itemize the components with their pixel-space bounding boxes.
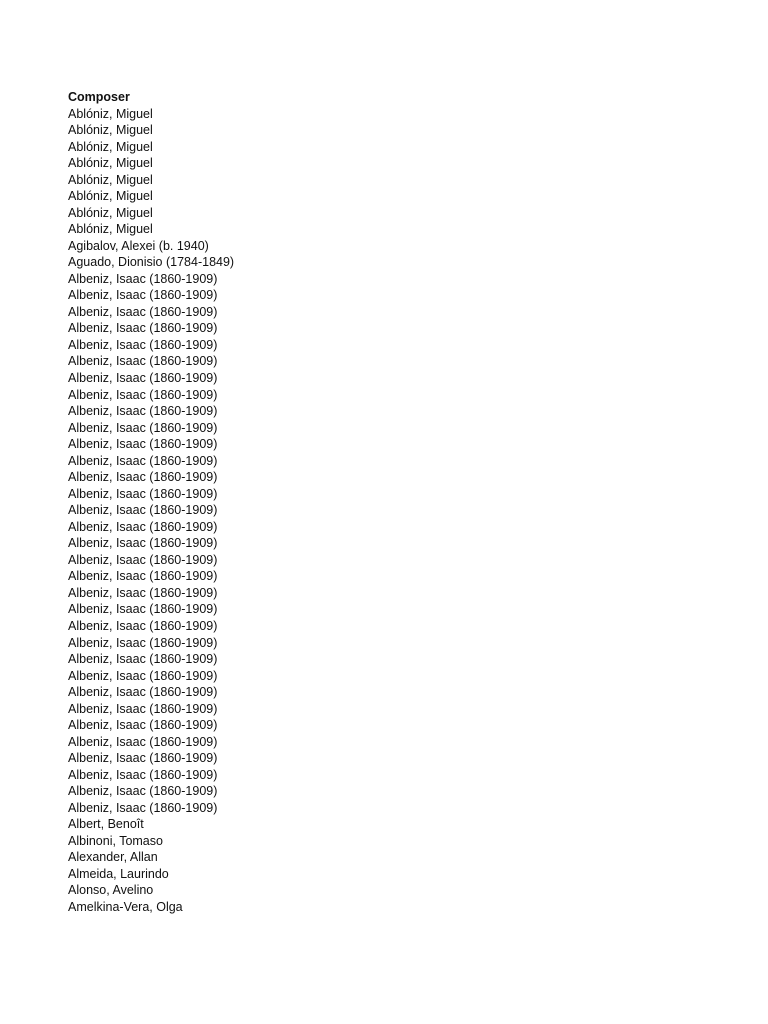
list-item: Albeniz, Isaac (1860-1909): [68, 354, 218, 369]
list-item: Albeniz, Isaac (1860-1909): [68, 420, 218, 435]
list-item: Albeniz, Isaac (1860-1909): [68, 602, 218, 617]
list-item: Almeida, Laurindo: [68, 866, 169, 881]
list-item: Albeniz, Isaac (1860-1909): [68, 453, 218, 468]
list-item: Albeniz, Isaac (1860-1909): [68, 437, 218, 452]
list-item: Albeniz, Isaac (1860-1909): [68, 585, 218, 600]
list-item: Albeniz, Isaac (1860-1909): [68, 536, 218, 551]
list-item: Albeniz, Isaac (1860-1909): [68, 503, 218, 518]
list-item: Albeniz, Isaac (1860-1909): [68, 304, 218, 319]
list-item: Albeniz, Isaac (1860-1909): [68, 734, 218, 749]
list-item: Albeniz, Isaac (1860-1909): [68, 718, 218, 733]
list-item: Alonso, Avelino: [68, 883, 154, 898]
list-item: Aguado, Dionisio (1784-1849): [68, 255, 235, 270]
list-item: Albeniz, Isaac (1860-1909): [68, 288, 218, 303]
list-item: Amelkina-Vera, Olga: [68, 900, 183, 914]
list-item: Albeniz, Isaac (1860-1909): [68, 800, 218, 815]
list-item: Albeniz, Isaac (1860-1909): [68, 552, 218, 567]
list-item: Albeniz, Isaac (1860-1909): [68, 784, 218, 799]
list-item: Albeniz, Isaac (1860-1909): [68, 569, 218, 584]
list-item: Albeniz, Isaac (1860-1909): [68, 387, 218, 402]
list-item: Albeniz, Isaac (1860-1909): [68, 618, 218, 633]
list-item: Alexander, Allan: [68, 850, 158, 865]
list-item: Albeniz, Isaac (1860-1909): [68, 701, 218, 716]
list-item: Albeniz, Isaac (1860-1909): [68, 470, 218, 485]
list-item: Albeniz, Isaac (1860-1909): [68, 652, 218, 667]
list-item: Albeniz, Isaac (1860-1909): [68, 337, 218, 352]
list-item: Ablóniz, Miguel: [68, 106, 153, 121]
list-item: Albert, Benoît: [68, 817, 144, 832]
list-item: Albeniz, Isaac (1860-1909): [68, 519, 218, 534]
list-item: Ablóniz, Miguel: [68, 139, 153, 154]
list-item: Albeniz, Isaac (1860-1909): [68, 668, 218, 683]
list-item: Ablóniz, Miguel: [68, 222, 153, 237]
list-item: Albeniz, Isaac (1860-1909): [68, 371, 218, 385]
list-item: Albeniz, Isaac (1860-1909): [68, 486, 218, 501]
list-item: Albeniz, Isaac (1860-1909): [68, 404, 218, 419]
list-item: Ablóniz, Miguel: [68, 172, 153, 187]
list-item: Albeniz, Isaac (1860-1909): [68, 271, 218, 286]
list-item: Albeniz, Isaac (1860-1909): [68, 751, 218, 766]
list-item: Ablóniz, Miguel: [68, 189, 153, 204]
list-item: Ablóniz, Miguel: [68, 123, 153, 138]
list-item: Albeniz, Isaac (1860-1909): [68, 635, 218, 650]
composer-column: [68, 89, 468, 916]
list-item: Albinoni, Tomaso: [68, 833, 163, 848]
list-item: Albeniz, Isaac (1860-1909): [68, 321, 218, 336]
column-header: Composer: [68, 90, 130, 104]
list-item: Ablóniz, Miguel: [68, 156, 153, 171]
list-item: Albeniz, Isaac (1860-1909): [68, 767, 218, 782]
list-item: Albeniz, Isaac (1860-1909): [68, 685, 218, 700]
list-item: Ablóniz, Miguel: [68, 205, 153, 220]
list-item: Agibalov, Alexei (b. 1940): [68, 238, 209, 253]
composer-list: [68, 106, 468, 916]
